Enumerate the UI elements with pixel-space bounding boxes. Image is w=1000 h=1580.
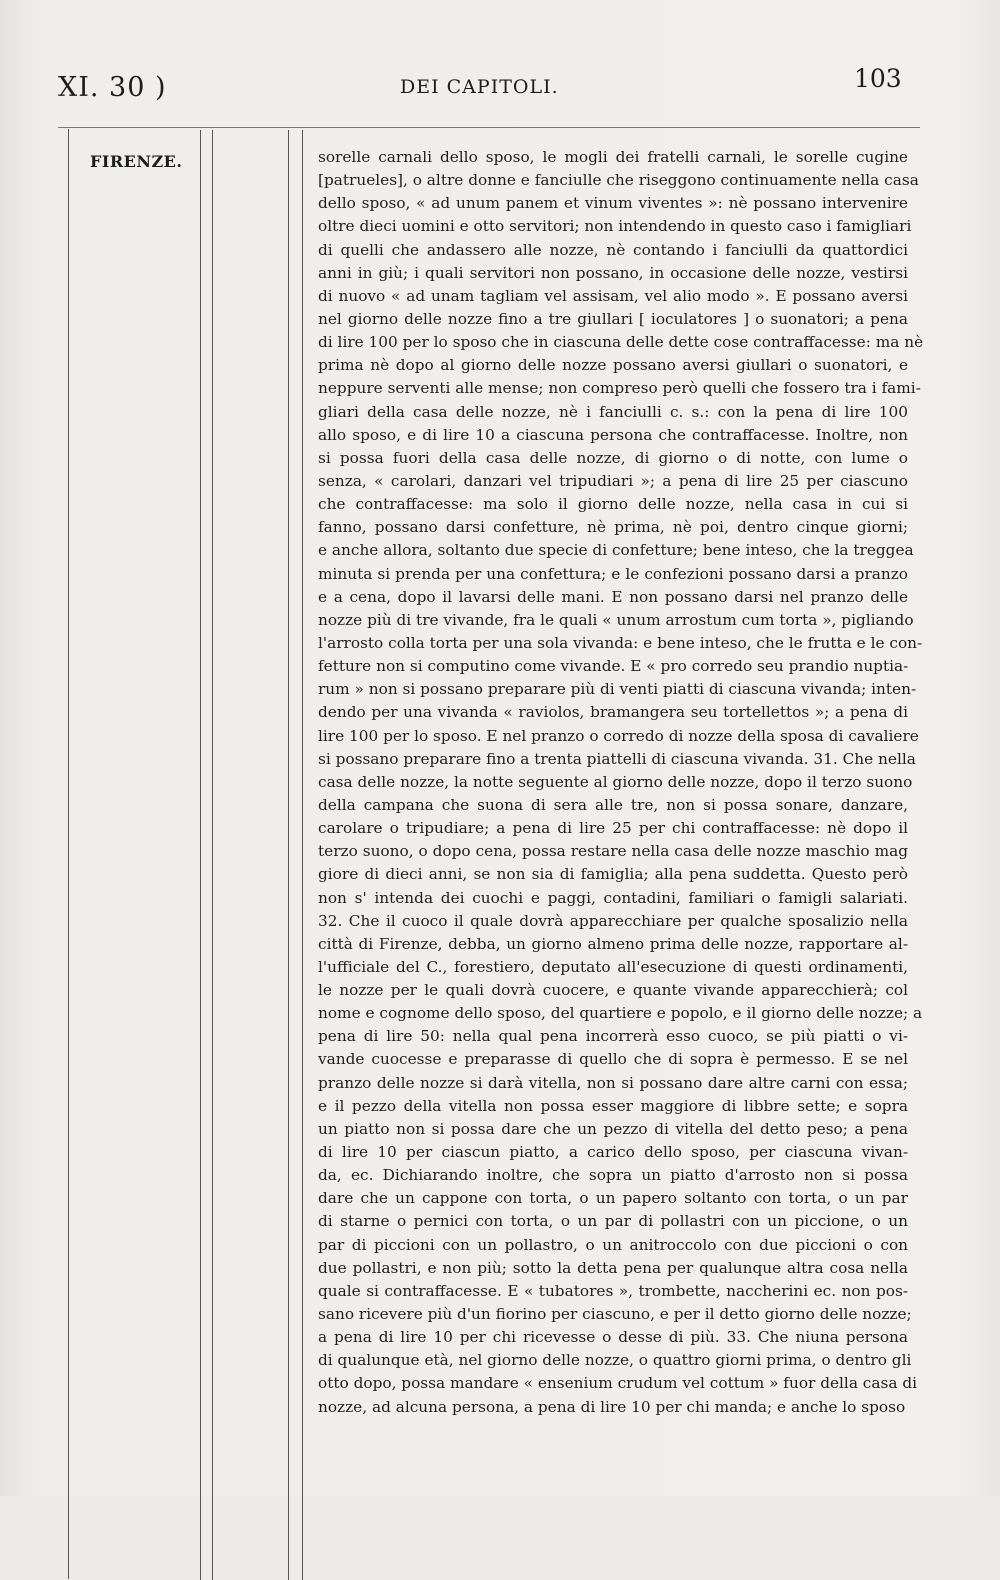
header-title: DEI CAPITOLI. bbox=[400, 76, 559, 98]
column-rule bbox=[302, 130, 303, 1580]
page-number: 103 bbox=[854, 64, 902, 93]
text-line: nozze, ad alcuna persona, a pena di lire 10 per chi manda; e anche lo sposo bbox=[318, 1397, 906, 1416]
text-line: senza, « carolari, danzari vel tripudiari »; a pena di lire 25 per ciascuno bbox=[318, 471, 908, 490]
text-line: dello sposo, « ad unum panem et vinum viventes »: nè possano intervenire bbox=[318, 194, 908, 213]
text-line: prima nè dopo al giorno delle nozze possano aversi giullari o suonatori, e bbox=[318, 356, 908, 375]
text-line: vande cuocesse e preparasse di quello che di sopra è permesso. E se nel bbox=[318, 1050, 908, 1069]
text-line: casa delle nozze, la notte seguente al giorno delle nozze, dopo il terzo suono bbox=[318, 772, 913, 791]
text-line: nome e cognome dello sposo, del quartiere e popolo, e il giorno delle nozze; a bbox=[318, 1004, 923, 1023]
text-line: due pollastri, e non più; sotto la detta pena per qualunque altra cosa nella bbox=[318, 1258, 908, 1277]
text-line: che contraffacesse: ma solo il giorno delle nozze, nella casa in cui si bbox=[318, 495, 908, 514]
text-line: pena di lire 50: nella qual pena incorrerà esso cuoco, se più piatti o vi- bbox=[318, 1027, 908, 1046]
running-header bbox=[0, 60, 1000, 110]
text-line: dare che un cappone con torta, o un papero soltanto con torta, o un par bbox=[318, 1189, 908, 1208]
text-line: oltre dieci uomini e otto servitori; non intendendo in questo caso i famigliari bbox=[318, 217, 912, 236]
text-line: terzo suono, o dopo cena, possa restare nella casa delle nozze maschio mag bbox=[318, 842, 908, 861]
body-text bbox=[318, 146, 924, 1419]
text-line: nozze più di tre vivande, fra le quali « unum arrostum cum torta », pigliando bbox=[318, 610, 914, 629]
text-line: quale si contraffacesse. E « tubatores », trombette, naccherini ec. non pos- bbox=[318, 1281, 908, 1300]
column-rule bbox=[200, 130, 201, 1580]
text-line: di quelli che andassero alle nozze, nè contando i fanciulli da quattordici bbox=[318, 240, 908, 259]
header-section-ref: XI. 30 ) bbox=[58, 72, 167, 103]
text-line: un piatto non si possa dare che un pezzo di vitella del detto peso; a pena bbox=[318, 1119, 908, 1138]
column-rule bbox=[288, 130, 289, 1580]
text-line: di lire 100 per lo sposo che in ciascuna delle dette cose contraffacesse: ma nè bbox=[318, 333, 924, 352]
column-rule bbox=[212, 130, 213, 1580]
text-line: allo sposo, e di lire 10 a ciascuna persona che contraffacesse. Inoltre, non bbox=[318, 425, 908, 444]
text-line: sano ricevere più d'un fiorino per ciascuno, e per il detto giorno delle nozze; bbox=[318, 1305, 912, 1324]
margin-place-name: FIRENZE. bbox=[90, 152, 183, 171]
text-line: gliari della casa delle nozze, nè i fanciulli c. s.: con la pena di lire 100 bbox=[318, 402, 908, 421]
text-line: l'ufficiale del C., forestiero, deputato all'esecuzione di questi ordinamenti, bbox=[318, 957, 908, 976]
column-rule bbox=[68, 129, 69, 1579]
text-line: a pena di lire 10 per chi ricevesse o desse di più. 33. Che niuna persona bbox=[318, 1328, 908, 1347]
text-line: [patrueles], o altre donne e fanciulle che riseggono continuamente nella casa bbox=[318, 171, 919, 190]
text-line: città di Firenze, debba, un giorno almeno prima delle nozze, rapportare al- bbox=[318, 934, 908, 953]
text-line: di lire 10 per ciascun piatto, a carico dello sposo, per ciascuna vivan- bbox=[318, 1143, 908, 1162]
text-line: e anche allora, soltanto due specie di confetture; bene inteso, che la treggea bbox=[318, 541, 914, 560]
text-line: si possa fuori della casa delle nozze, di giorno o di notte, con lume o bbox=[318, 448, 908, 467]
text-line: anni in giù; i quali servitori non possano, in occasione delle nozze, vestirsi bbox=[318, 263, 908, 282]
text-line: le nozze per le quali dovrà cuocere, e quante vivande apparecchierà; col bbox=[318, 981, 908, 1000]
top-rule bbox=[58, 127, 920, 128]
text-line: 32. Che il cuoco il quale dovrà apparecchiare per qualche sposalizio nella bbox=[318, 911, 908, 930]
text-line: lire 100 per lo sposo. E nel pranzo o corredo di nozze della sposa di cavaliere bbox=[318, 726, 919, 745]
text-line: otto dopo, possa mandare « ensenium crudum vel cottum » fuor della casa di bbox=[318, 1374, 918, 1393]
text-line: da, ec. Dichiarando inoltre, che sopra un piatto d'arrosto non si possa bbox=[318, 1166, 908, 1185]
text-line: nel giorno delle nozze fino a tre giullari [ ioculatores ] o suonatori; a pena bbox=[318, 309, 908, 328]
text-line: par di piccioni con un pollastro, o un anitroccolo con due piccioni o con bbox=[318, 1235, 908, 1254]
text-line: di nuovo « ad unam tagliam vel assisam, vel alio modo ». E possano aversi bbox=[318, 286, 908, 305]
text-line: di starne o pernici con torta, o un par di pollastri con un piccione, o un bbox=[318, 1212, 908, 1231]
text-line: rum » non si possano preparare più di venti piatti di ciascuna vivanda; inten- bbox=[318, 680, 917, 699]
text-line: pranzo delle nozze si darà vitella, non si possano dare altre carni con essa; bbox=[318, 1073, 908, 1092]
text-line: fanno, possano darsi confetture, nè prima, nè poi, dentro cinque giorni; bbox=[318, 518, 908, 537]
text-line: l'arrosto colla torta per una sola vivanda: e bene inteso, che le frutta e le con- bbox=[318, 633, 923, 652]
text-line: fetture non si computino come vivande. E « pro corredo seu prandio nuptia- bbox=[318, 657, 909, 676]
text-line: di qualunque età, nel giorno delle nozze, o quattro giorni prima, o dentro gli bbox=[318, 1351, 912, 1370]
text-line: minuta si prenda per una confettura; e le confezioni possano darsi a pranzo bbox=[318, 564, 908, 583]
text-line: carolare o tripudiare; a pena di lire 25 per chi contraffacesse: nè dopo il bbox=[318, 819, 908, 838]
text-line: neppure serventi alle mense; non compreso però quelli che fossero tra i fami- bbox=[318, 379, 921, 398]
text-line: sorelle carnali dello sposo, le mogli dei fratelli carnali, le sorelle cugine bbox=[318, 148, 908, 166]
text-line: della campana che suona di sera alle tre, non si possa sonare, danzare, bbox=[318, 795, 908, 814]
text-line: non s' intenda dei cuochi e paggi, contadini, familiari o famigli salariati. bbox=[318, 888, 908, 907]
text-line: e il pezzo della vitella non possa esser maggiore di libbre sette; e sopra bbox=[318, 1096, 908, 1115]
text-line: giore di dieci anni, se non sia di famiglia; alla pena suddetta. Questo però bbox=[318, 865, 908, 884]
text-line: e a cena, dopo il lavarsi delle mani. E non possano darsi nel pranzo delle bbox=[318, 587, 908, 606]
text-line: dendo per una vivanda « raviolos, bramangera seu tortellettos »; a pena di bbox=[318, 703, 908, 722]
text-line: si possano preparare fino a trenta piattelli di ciascuna vivanda. 31. Che nella bbox=[318, 749, 916, 768]
